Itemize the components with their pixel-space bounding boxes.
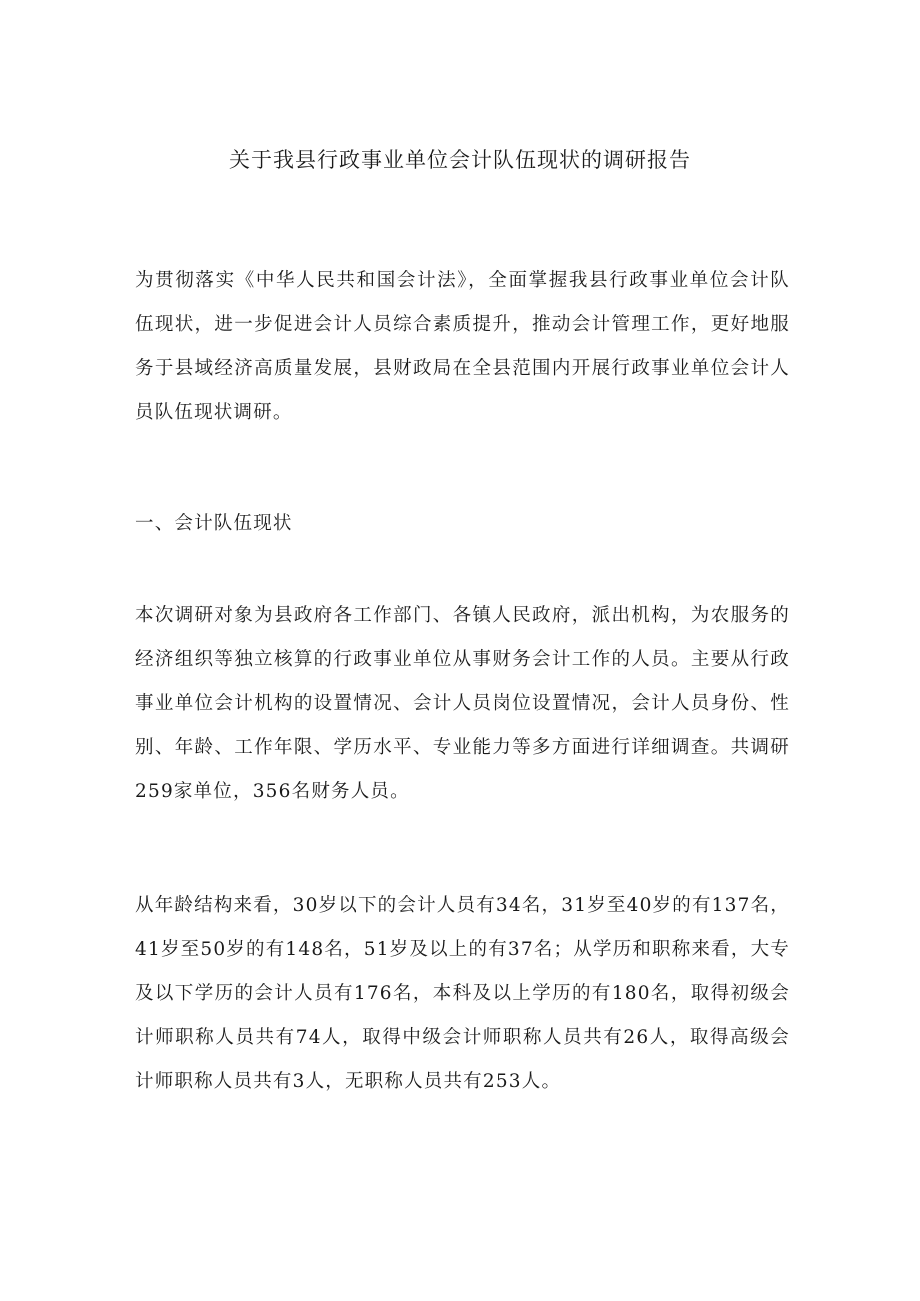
survey-scope-paragraph: 本次调研对象为县政府各工作部门、各镇人民政府，派出机构，为农服务的经济组织等独立核算的行政事业单位从事财务会计工作的人员。主要从行政事业单位会计机构的设置情况、会计人员岗位设置情况，会计人员身份、性别、年龄、工作年限、学历水平、专业能力等多方面进行详细调查。共调研259家单位，356名财务人员。 xyxy=(135,605,790,802)
document-title: 关于我县行政事业单位会计队伍现状的调研报告 xyxy=(229,148,691,172)
section-heading: 一、会计队伍现状 xyxy=(135,513,293,534)
statistics-paragraph: 从年龄结构来看，30岁以下的会计人员有34名，31岁至40岁的有137名，41岁至50岁的有148名，51岁及以上的有37名；从学历和职称来看，大专及以下学历的会计人员有176名，本科及以上学历的有180名，取得初级会计师职称人员共有74人，取得中级会计师职称人员共有26人，取得高级会计师职称人员共有3人，无职称人员共有253人。 xyxy=(135,895,790,1092)
intro-paragraph: 为贯彻落实《中华人民共和国会计法》，全面掌握我县行政事业单位会计队伍现状，进一步促进会计人员综合素质提升，推动会计管理工作，更好地服务于县域经济高质量发展，县财政局在全县范围内开展行政事业单位会计人员队伍现状调研。 xyxy=(135,270,790,423)
